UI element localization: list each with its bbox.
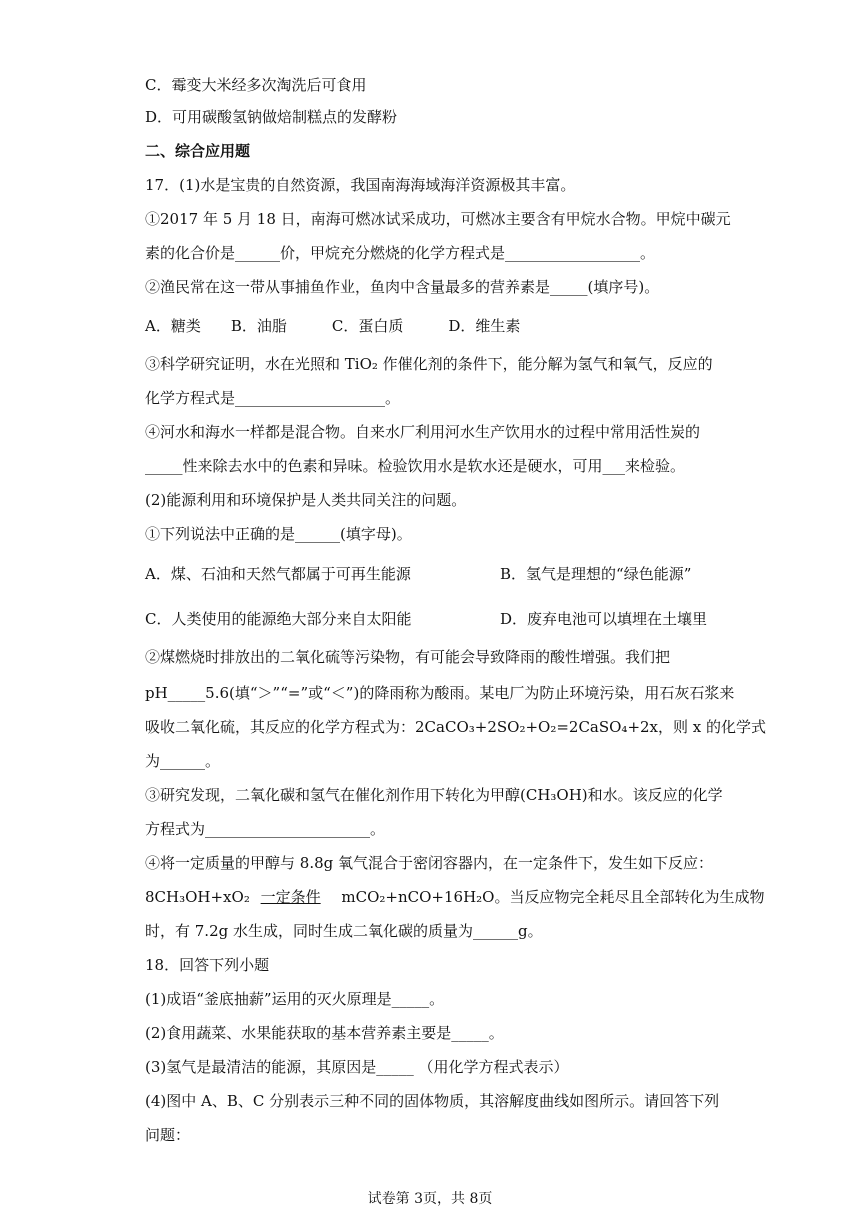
q17-4-line1: ④河水和海水一样都是混合物。自来水厂利用河水生产饮用水的过程中常用活性炭的	[145, 423, 701, 441]
q18-intro: 18．回答下列小题	[145, 956, 270, 974]
q17-2-line: ②渔民常在这一带从事捕鱼作业，鱼肉中含量最多的营养素是_____(填序号)。	[145, 278, 660, 296]
q18-3: (3)氢气是最清洁的能源，其原因是_____ （用化学方程式表示）	[145, 1058, 569, 1076]
q17-3-line1: ③科学研究证明，水在光照和 TiO₂ 作催化剂的条件下，能分解为氢气和氧气，反应的	[145, 355, 713, 373]
q18-4-line2: 问题：	[145, 1126, 191, 1144]
q18-2: (2)食用蔬菜、水果能获取的基本营养素主要是_____。	[145, 1024, 504, 1042]
q18-4-line1: (4)图中 A、B、C 分别表示三种不同的固体物质，其溶解度曲线如图所示。请回答下列	[145, 1092, 720, 1110]
q17-part2-4-equation	[145, 887, 765, 907]
q17-part2-2-line4: 为______。	[145, 752, 221, 770]
q17-part2-4-line3: 时，有 7.2g 水生成，同时生成二氧化碳的质量为______g。	[145, 922, 543, 940]
reaction-condition: 一定条件	[260, 888, 321, 906]
reactants: 8CH₃OH+xO₂	[145, 888, 250, 906]
section-heading: 二、综合应用题	[145, 142, 251, 160]
q18-1: (1)成语“釜底抽薪”运用的灭火原理是_____。	[145, 990, 445, 1008]
page-footer: 试卷第 3页，共 8页	[367, 1191, 493, 1207]
q17-part2-2-line2: pH_____5.6(填“＞”“=”或“＜”)的降雨称为酸雨。某电厂为防止环境污染，用石灰石浆来	[145, 684, 735, 702]
q17-1-line2: 素的化合价是______价，甲烷充分燃烧的化学方程式是__________________。	[145, 244, 656, 262]
option-c-rice: C．霉变大米经多次淘洗后可食用	[145, 76, 367, 94]
products-text: mCO₂+nCO+16H₂O。当反应物完全耗尽且全部转化为生成物	[341, 888, 765, 906]
q17-part2-1: ①下列说法中正确的是______(填字母)。	[145, 525, 412, 543]
q17-part2-4-line1: ④将一定质量的甲醇与 8.8g 氧气混合于密闭容器内，在一定条件下，发生如下反应：	[145, 854, 713, 872]
energy-option-a: A．煤、石油和天然气都属于可再生能源	[145, 565, 411, 583]
q17-3-line2: 化学方程式是____________________。	[145, 389, 401, 407]
energy-option-c: C．人类使用的能源绝大部分来自太阳能	[145, 610, 412, 628]
q17-1-line1: ①2017 年 5 月 18 日，南海可燃冰试采成功，可燃冰主要含有甲烷水合物。甲烷中碳元	[145, 210, 731, 228]
q17-intro: 17．(1)水是宝贵的自然资源，我国南海海域海洋资源极其丰富。	[145, 176, 576, 194]
q17-4-line2: _____性来除去水中的色素和异味。检验饮用水是软水还是硬水，可用___来检验。	[145, 457, 686, 475]
q17-part2-3-line2: 方程式为______________________。	[145, 820, 386, 838]
q17-part2-3-line1: ③研究发现，二氧化碳和氢气在催化剂作用下转化为甲醇(CH₃OH)和水。该反应的化学	[145, 786, 723, 804]
q17-part2-intro: (2)能源利用和环境保护是人类共同关注的问题。	[145, 491, 467, 509]
q17-part2-2-line3: 吸收二氧化硫，其反应的化学方程式为：2CaCO₃+2SO₂+O₂=2CaSO₄+2x，则 x 的化学式	[145, 718, 767, 736]
energy-option-d: D．废弃电池可以填埋在土壤里	[500, 610, 708, 628]
energy-option-b: B．氢气是理想的“绿色能源”	[500, 565, 692, 583]
option-d-baking: D．可用碳酸氢钠做焙制糕点的发酵粉	[145, 108, 398, 126]
q17-2-options: A．糖类 B．油脂 C．蛋白质 D．维生素	[145, 317, 521, 335]
q17-part2-2-line1: ②煤燃烧时排放出的二氧化硫等污染物，有可能会导致降雨的酸性增强。我们把	[145, 648, 671, 666]
